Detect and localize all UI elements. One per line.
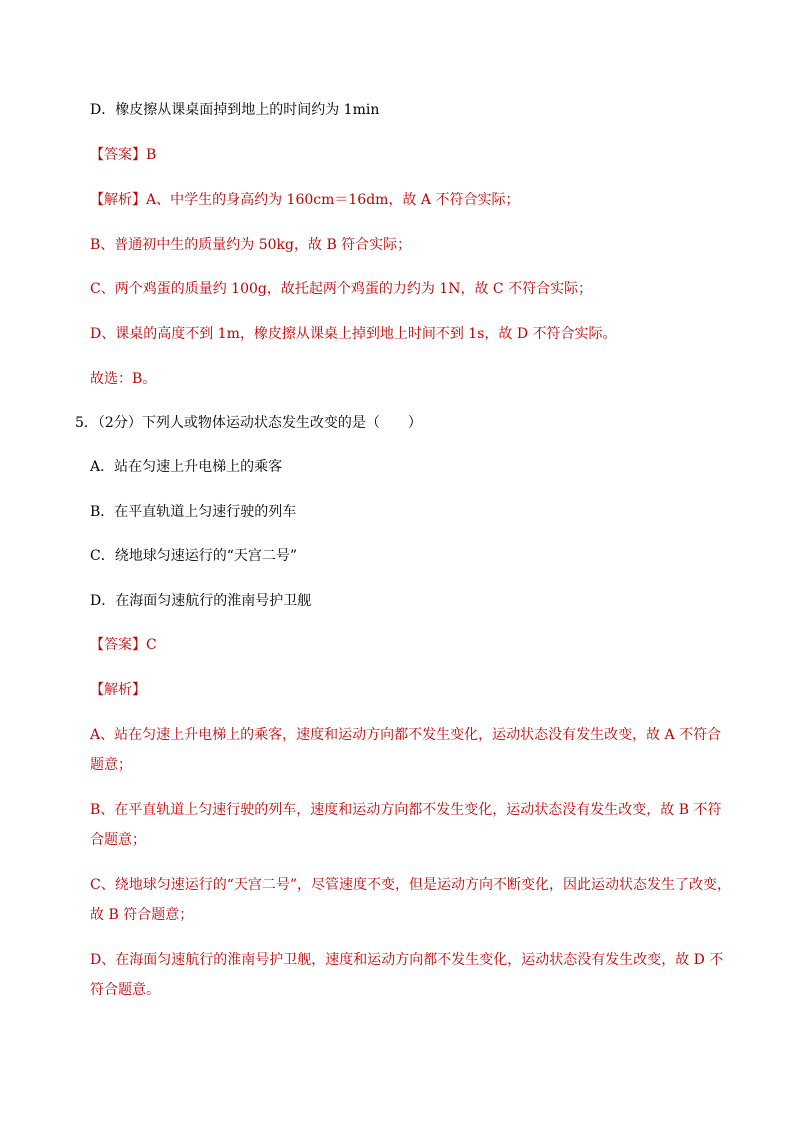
analysis-text: A、中学生的身高约为 160cm＝16dm，故 A 不符合实际；: [146, 192, 520, 208]
q5-analysis-d-1: D、在海面匀速航行的淮南号护卫舰，速度和运动方向都不发生变化，运动状态没有发生改变，故 D 不: [90, 952, 724, 968]
q5-option-c: C．绕地球匀速运行的“天宫二号”: [90, 548, 298, 564]
analysis-line-prev-c: C、两个鸡蛋的质量约 100g，故托起两个鸡蛋的力约为 1N，故 C 不符合实际；: [90, 281, 593, 297]
analysis-line-prev-a: [90, 190, 730, 210]
q5-analysis-b-2: 合题意；: [90, 832, 146, 848]
q5-analysis-d-2: 符合题意。: [90, 982, 160, 998]
answer-label: 【答案】: [90, 147, 146, 163]
answer-label: 【答案】: [90, 637, 146, 653]
analysis-label: 【解析】: [90, 192, 146, 208]
q5-option-a: A．站在匀速上升电梯上的乘客: [90, 459, 283, 475]
q5-answer-line: [90, 635, 730, 655]
analysis-line-prev-b: B、普通初中生的质量约为 50kg，故 B 符合实际；: [90, 237, 412, 253]
q5-option-d: D．在海面匀速航行的淮南号护卫舰: [90, 593, 312, 609]
question-5-stem: 5．（2分）下列人或物体运动状态发生改变的是（ ）: [75, 415, 422, 431]
analysis-line-prev-d: D、课桌的高度不到 1m，橡皮擦从课桌上掉到地上时间不到 1s，故 D 不符合实际。: [90, 326, 617, 342]
option-d-prev: D．橡皮擦从课桌面掉到地上的时间约为 1min: [90, 102, 380, 118]
answer-value: B: [146, 147, 157, 163]
q5-analysis-label: 【解析】: [90, 682, 146, 698]
answer-value: C: [146, 637, 157, 653]
q5-analysis-c-2: 故 B 符合题意；: [90, 907, 194, 923]
q5-analysis-b-1: B、在平直轨道上匀速行驶的列车，速度和运动方向都不发生变化，运动状态没有发生改变，故 B 不符: [90, 802, 722, 818]
q5-analysis-a-2: 题意；: [90, 757, 132, 773]
answer-line-prev: [90, 145, 730, 165]
conclusion-prev: 故选：B。: [90, 371, 157, 387]
q5-analysis-c-1: C、绕地球匀速运行的“天宫二号”，尽管速度不变，但是运动方向不断变化，因此运动状态发生了改变，: [90, 877, 732, 893]
q5-option-b: B．在平直轨道上匀速行驶的列车: [90, 504, 297, 520]
q5-analysis-a-1: A、站在匀速上升电梯上的乘客，速度和运动方向都不发生变化，运动状态没有发生改变，故 A 不符合: [90, 727, 722, 743]
